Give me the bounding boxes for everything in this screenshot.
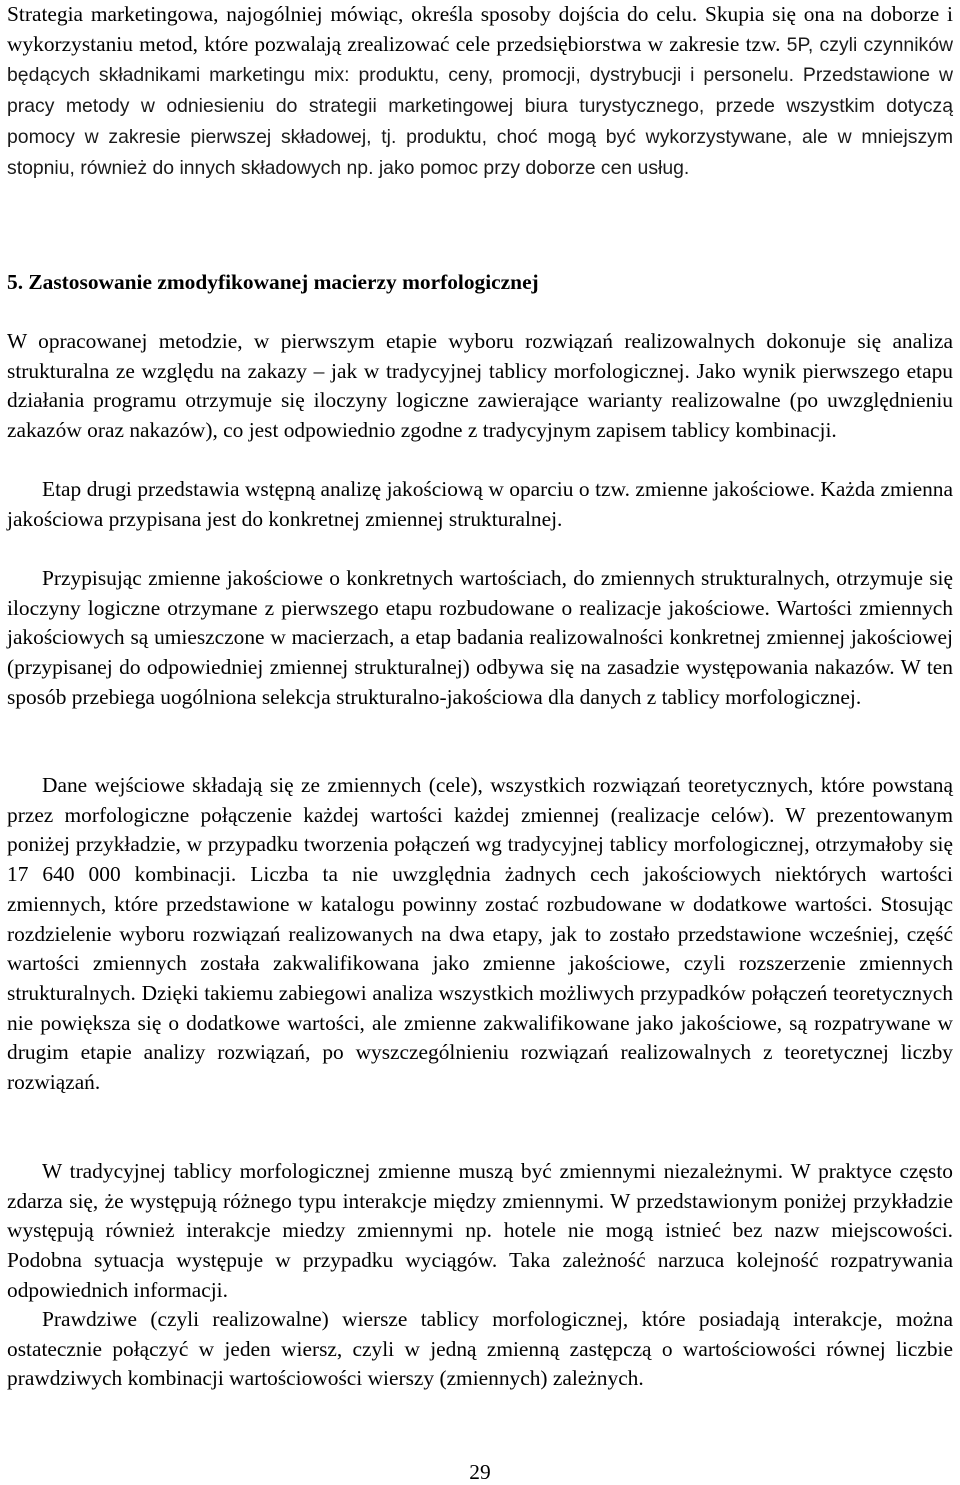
intro-sans-text: 5P, czyli czynników będących składnikami marketingu mix: produktu, ceny, promocji, dystrybucji i personelu. Przedstawione w pracy metody w odniesieniu do strategii marketingowej biura turystycznego, przede wszystkim dotyczą pomocy w zakresie pierwszej składowej, tj. produktu, choć mogą być wykorzystywane, ale w mniejszym stopniu, również do innych składowych np. jako pomoc przy doborze cen usług. bbox=[7, 33, 953, 179]
paragraph-5: W tradycyjnej tablicy morfologicznej zmienne muszą być zmiennymi niezależnymi. W praktyce często zdarza się, że występują różnego typu interakcje między zmiennymi. W przedstawionym poniżej przykładzie występują również interakcje miedzy zmiennymi np. hotele nie mogą istnieć bez nazw miejscowości. Podobna sytuacja występuje w przypadku wyciągów. Taka zależność narzuca kolejność rozpatrywania odpowiednich informacji. bbox=[7, 1159, 953, 1302]
page-number: 29 bbox=[469, 1460, 491, 1484]
paragraph-6: Prawdziwe (czyli realizowalne) wiersze tablicy morfologicznej, które posiadają interakcje, można ostatecznie połączyć w jeden wiersz, czyli w jedną zmienną zastępczą o wartościowości równej liczbie prawdziwych kombinacji wartościowości wierszy (zmiennych) zależnych. bbox=[7, 1307, 953, 1391]
paragraph-4: Dane wejściowe składają się ze zmiennych (cele), wszystkich rozwiązań teoretycznych, które powstaną przez morfologiczne połączenie każdej wartości każdej zmiennej (realizacje celów). W prezentowanym poniżej przykładzie, w przypadku tworzenia połączeń wg tradycyjnej tablicy morfologicznej, otrzymałoby się 17 640 000 kombinacji. Liczba ta nie uwzględnia żadnych cech jakościowych niektórych wartości zmiennych, które przedstawione w katalogu powinny zostać rozbudowane w dodatkowe wartości. Stosując rozdzielenie wyboru rozwiązań realizowanych na dwa etapy, jak to zostało przedstawione wcześniej, część wartości zmiennych została zakwalifikowana jako zmienne jakościowe, czyli rozszerzenie zmiennych strukturalnych. Dzięki takiemu zabiegowi analiza wszystkich możliwych przypadków połączeń teoretycznych nie powiększa się o dodatkowe wartości, ale zmienne zakwalifikowane jako jakościowe, są rozpatrywane w drugim etapie analizy rozwiązań, po wyszczególnieniu rozwiązań realizowalnych z teoretycznej liczby rozwiązań. bbox=[7, 773, 953, 1095]
intro-paragraph bbox=[7, 0, 953, 183]
intro-serif-text: Strategia marketingowa, najogólniej mówiąc, określa sposoby dojścia do celu. Skupia się ona na doborze i wykorzystaniu metod, które pozwalają zrealizować cele przedsiębiorstwa w zakresie tzw. bbox=[7, 2, 953, 56]
paragraph-3: Przypisując zmienne jakościowe o konkretnych wartościach, do zmiennych strukturalnych, otrzymuje się iloczyny logiczne otrzymane z pierwszego etapu rozbudowane o realizacje jakościowe. Wartości zmiennych jakościowych są umieszczone w macierzach, a etap badania realizowalności konkretnej zmiennej jakościowej (przypisanej do odpowiedniej zmiennej strukturalnej) odbywa się na zasadzie występowania nakazów. W ten sposób przebiega uogólniona selekcja strukturalno-jakościowa dla danych z tablicy morfologicznej. bbox=[7, 566, 953, 709]
paragraph-1: W opracowanej metodzie, w pierwszym etapie wyboru rozwiązań realizowalnych dokonuje się analiza strukturalna ze względu na zakazy – jak w tradycyjnej tablicy morfologicznej. Jako wynik pierwszego etapu działania programu otrzymuje się iloczyny logiczne zawierające warianty realizowalne (po uwzględnieniu zakazów oraz nakazów), co jest odpowiednio zgodne z tradycyjnym zapisem tablicy kombinacji. bbox=[7, 329, 953, 443]
paragraph-2: Etap drugi przedstawia wstępną analizę jakościową w oparciu o tzw. zmienne jakościowe. Każda zmienna jakościowa przypisana jest do konkretnej zmiennej strukturalnej. bbox=[7, 477, 953, 531]
section-heading: 5. Zastosowanie zmodyfikowanej macierzy morfologicznej bbox=[7, 270, 539, 294]
